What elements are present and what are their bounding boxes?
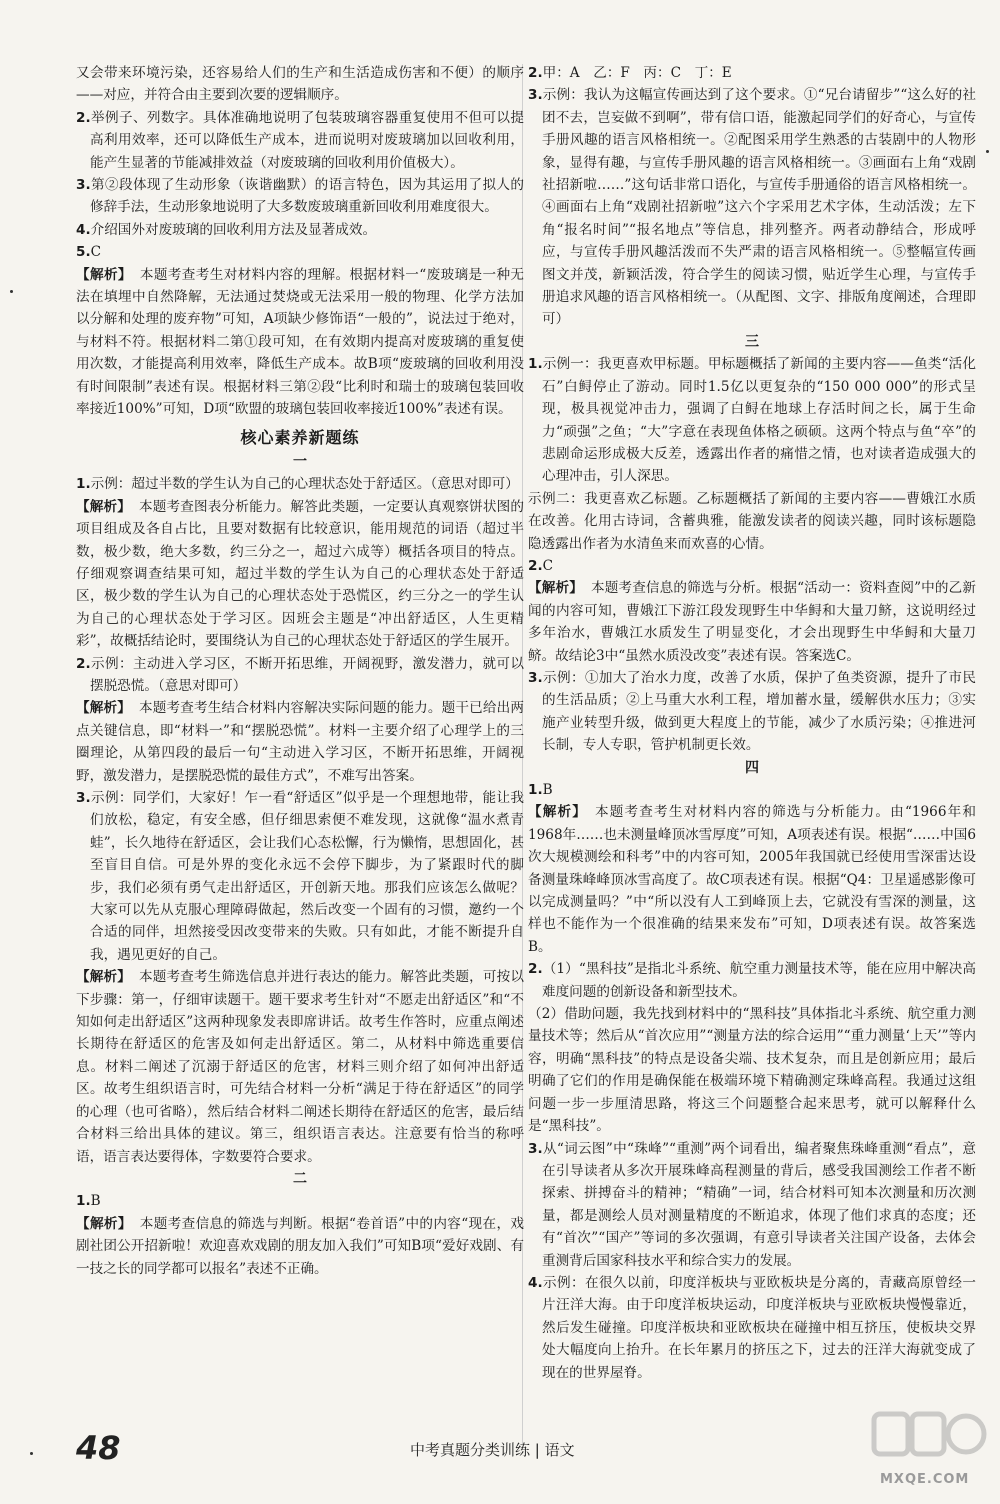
answer-item bbox=[528, 353, 976, 487]
item-number: 1. bbox=[528, 356, 543, 373]
analysis-tag: 【解析】 bbox=[76, 1215, 132, 1232]
item-number: 5. bbox=[76, 244, 91, 261]
item-number: 3. bbox=[528, 1140, 543, 1157]
analysis-paragraph bbox=[76, 496, 524, 653]
item-text: （1）“黑科技”是指北斗系统、航空重力测量技术等，能在应用中解决高难度问题的创新设备和新型技术。 bbox=[542, 961, 976, 1000]
analysis-text: 本题考查考生筛选信息并进行表达的能力。解答此类题，可按以下步骤：第一，仔细审读题干。题干要求考生针对“不愿走出舒适区”和“不知如何走出舒适区”这两种现象发表即席讲话。故考生作答时，应重点阐述长期待在舒适区的危害及如何走出舒适区。第二，从材料中筛选重要信息。材料二阐述了沉溺于舒适区的危害，材料三则介绍了如何冲出舒适区。故考生组织语言时，可先结合材料一分析“满足于待在舒适区”的同学的心理（也可省略），然后结合材料二阐述长期待在舒适区的危害，最后结合材料三给出具体的建议。第三，组织语言表达。注意要有恰当的称呼语，语言表达要得体，字数要符合要求。 bbox=[76, 969, 525, 1165]
answer-item bbox=[528, 667, 976, 757]
item-number: 2. bbox=[528, 961, 543, 978]
subsection-number: 四 bbox=[745, 759, 759, 776]
item-number: 3. bbox=[528, 669, 543, 686]
answer-item bbox=[76, 1190, 524, 1212]
item-text: 第②段体现了生动形象（诙谐幽默）的语言特色，因为其运用了拟人的修辞手法，生动形象地说明了大多数废玻璃重新回收利用难度很大。 bbox=[90, 177, 524, 216]
analysis-tag: 【解析】 bbox=[76, 498, 132, 515]
book-title: 中考真题分类训练 | 语文 bbox=[410, 1441, 575, 1459]
item-text: 示例：①加大了治水力度，改善了水质，保护了鱼类资源，提升了市民的生活品质；②上马重大水利工程，增加蓄水量，缓解供水压力；③实施产业转型升级，做到更大程度上的节能，减少了水质污染；④推进河长制，专人专职，管护机制更长效。 bbox=[542, 669, 976, 754]
analysis-tag: 【解析】 bbox=[528, 580, 583, 597]
item-text: B bbox=[542, 782, 553, 798]
item-text: 示例一：我更喜欢甲标题。甲标题概括了新闻的主要内容——鱼类“活化石”白鲟停止了游动。同时1.5亿以更复杂的“150 000 000”的形式呈现，极具视觉冲击力，强调了白鲟在地球上存活时间之长，属于生命力“顽强”之鱼；“大”字意在表现鱼体格之硕硕。这两个特点与鱼“卒”的悲剧命运形成极大反差，透露出作者的痛惜之情，也对读者造成强大的心理冲击，引人深思。 bbox=[542, 356, 976, 485]
margin-dot bbox=[10, 290, 13, 293]
text-paragraph: （2）借助问题，我先找到材料中的“黑科技”具体指北斗系统、航空重力测量技术等；然后从“首次应用”“测量方法的综合运用”“重力测量‘上天’”等内容，明确“黑科技”的特点是设备尖端、技术复杂，而且是创新应用；最后明确了它们的作用是确保能在极端环境下精确测定珠峰高程。我通过这组问题一步一步厘清思路，将这三个问题整合起来思考，就可以解释什么是“黑科技”。 bbox=[528, 1006, 976, 1135]
item-number: 3. bbox=[528, 87, 543, 104]
analysis-text: 本题考查信息的筛选与分析。根据“活动一：资料查阅”中的乙新闻的内容可知，曹娥江下游江段发现野生中华鲟和大量刀鲚，这说明经过多年治水，曹娥江水质发生了明显变化，才会出现野生中华鲟和大量刀鲚。故结论3中“虽然水质没改变”表述有误。答案选C。 bbox=[528, 580, 976, 664]
item-number: 2. bbox=[76, 109, 91, 126]
answer-item bbox=[76, 241, 524, 263]
analysis-paragraph bbox=[528, 577, 976, 667]
analysis-tag: 【解析】 bbox=[528, 804, 588, 821]
answer-item bbox=[528, 555, 976, 577]
item-text: 举例子、列数字。具体准确地说明了包装玻璃容器重复使用不但可以提高利用效率，还可以降低生产成本，进而说明对废玻璃加以回收利用，能产生显著的节能减排效益（对废玻璃的回收利用价值极大）。 bbox=[90, 109, 524, 171]
answer-item bbox=[76, 107, 524, 174]
item-number: 1. bbox=[528, 782, 543, 798]
item-number: 1. bbox=[76, 1193, 91, 1210]
item-number: 1. bbox=[76, 476, 91, 493]
analysis-paragraph bbox=[528, 801, 976, 958]
right-column bbox=[528, 62, 976, 1384]
item-number: 3. bbox=[76, 790, 91, 806]
analysis-paragraph bbox=[76, 264, 524, 421]
item-number: 2. bbox=[528, 65, 543, 81]
item-text: 从“词云图”中“珠峰”“重测”两个词看出，编者聚焦珠峰重测“看点”，意在引导读者从多次开展珠峰高程测量的背后，感受我国测绘工作者不断探索、拼搏奋斗的精神；“精确”一词，结合材料可知本次测量和历次测量，都是测绘人员对测量精度的不断追求，体现了他们求真的态度；还有“首次”“国产”等词的多次强调，有意引导读者关注国产设备，去体会重测背后国家科技水平和综合实力的发展。 bbox=[542, 1140, 976, 1269]
analysis-text: 本题考查考生结合材料内容解决实际问题的能力。题干已给出两点关键信息，即“材料一”和“摆脱恐慌”。材料一主要介绍了心理学上的三圈理论，从第四段的最后一句“主动进入学习区，不断开拓思维，开阔视野，激发潜力，是摆脱恐慌的最佳方式”，不难写出答案。 bbox=[76, 700, 525, 784]
answer-item bbox=[528, 1272, 976, 1384]
analysis-paragraph bbox=[76, 966, 524, 1168]
analysis-tag: 【解析】 bbox=[76, 969, 132, 986]
answer-item bbox=[528, 958, 976, 1003]
answer-item bbox=[76, 653, 524, 698]
item-number: 4. bbox=[528, 1274, 543, 1291]
analysis-text: 本题考查考生对材料内容的理解。根据材料一“废玻璃是一种无法在填埋中自然降解，无法通过焚烧或无法采用一般的物理、化学方法加以分解和处理的废弃物”可知，A项缺少修饰语“一般的”，说法过于绝对，与材料不符。根据材料二第①段可知，在有效期内提高对废玻璃的重复使用次数，才能提高利用效率，降低生产成本。故B项“废玻璃的回收利用没有时间限制”表述有误。根据材料三第②段“比利时和瑞士的玻璃包装回收率接近100%”可知，D项“欧盟的玻璃包装回收率接近100%”表述有误。 bbox=[76, 266, 525, 418]
item-text: 甲：A 乙：F 丙：C 丁：E bbox=[542, 65, 732, 81]
section-title: 核心素养新题练 bbox=[240, 427, 360, 447]
item-number: 2. bbox=[528, 557, 543, 574]
item-text: 示例：在很久以前，印度洋板块与亚欧板块是分离的，青藏高原曾经一片汪洋大海。由于印度洋板块运动，印度洋板块与亚欧板块慢慢靠近，然后发生碰撞。印度洋板块和亚欧板块在碰撞中相互挤压，使板块交界处大幅度向上抬升。在长年累月的挤压之下，过去的汪洋大海就变成了现在的世界屋脊。 bbox=[542, 1274, 976, 1381]
answer-item bbox=[528, 62, 976, 84]
item-number: 3. bbox=[76, 177, 91, 194]
item-text: 示例：同学们，大家好！乍一看“舒适区”似乎是一个理想地带，能让我们放松，稳定，有安全感，但仔细思索便不难发现，这就像“温水煮青蛙”，长久地待在舒适区，会让我们心态松懈，行为懒惰，思想固化，甚至盲目自信。可是外界的变化永远不会停下脚步，为了紧跟时代的脚步，我们必须有勇气走出舒适区，开创新天地。那我们应该怎么做呢？大家可以先从克服心理障碍做起，然后改变一个固有的习惯，邀约一个合适的同伴，坦然接受因改变带来的失败。只有如此，才能不断提升自我，遇见更好的自己。 bbox=[90, 790, 524, 963]
item-number: 2. bbox=[76, 655, 91, 672]
page-footer bbox=[0, 1425, 1000, 1475]
answer-item bbox=[76, 787, 524, 966]
subsection-number: 二 bbox=[293, 1170, 307, 1187]
text-paragraph: 又会带来环境污染，还容易给人们的生产和生活造成伤害和不便）的顺序——对应，并符合由主要到次要的逻辑顺序。 bbox=[76, 65, 524, 104]
text-paragraph: 示例二：我更喜欢乙标题。乙标题概括了新闻的主要内容——曹娥江水质在改善。化用古诗词，含蓄典雅，能激发读者的阅读兴趣，同时该标题隐隐透露出作者为水清鱼来而欢喜的心情。 bbox=[528, 490, 976, 552]
answer-item bbox=[76, 219, 524, 241]
analysis-paragraph bbox=[76, 1213, 524, 1280]
item-text: C bbox=[542, 557, 554, 574]
left-column bbox=[76, 62, 524, 1280]
item-number: 4. bbox=[76, 221, 91, 238]
subsection-number: 三 bbox=[745, 333, 759, 350]
analysis-paragraph bbox=[76, 697, 524, 787]
margin-dot bbox=[986, 150, 989, 153]
analysis-text: 本题考查考生对材料内容的筛选与分析能力。由“1966年和1968年……也未测量峰顶冰雪厚度”可知，A项表述有误。根据“……中国6次大规模测绘和科考”中的内容可知，2005年我国就已经使用雪深雷达设备测量珠峰峰顶冰雪高度了。故C项表述有误。根据“Q4：卫星遥感影像可以完成测量吗？”中“所以没有人工到峰顶上去，它就没有雪深的测量，这样也不能作为一个很准确的结果来发布”可知，D项表述有误。故答案选B。 bbox=[528, 804, 976, 955]
analysis-text: 本题考查图表分析能力。解答此类题，一定要认真观察饼状图的项目组成及各自占比，且要对数据有比较意识，能用规范的词语（超过半数，极少数，绝大多数，约三分之一，超过六成等）概括各项目的特点。仔细观察调查结果可知，超过半数的学生认为自己的心理状态处于舒适区，极少数的学生认为自己的心理状态处于恐慌区，约三分之一的学生认为自己的心理状态处于学习区。因班会主题是“冲出舒适区，人生更精彩”，故概括结论时，要围绕认为自己的心理状态处于舒适区的学生展开。 bbox=[76, 498, 525, 650]
item-text: C bbox=[90, 244, 102, 261]
analysis-text: 本题考查信息的筛选与判断。根据“卷首语”中的内容“现在，戏剧社团公开招新啦！欢迎喜欢戏剧的朋友加入我们”可知B项“爱好戏剧、有一技之长的同学都可以报名”表述不正确。 bbox=[76, 1215, 524, 1277]
answer-item bbox=[528, 1138, 976, 1272]
answer-item bbox=[528, 84, 976, 330]
subsection-number: 一 bbox=[293, 453, 307, 470]
item-text: 示例：主动进入学习区，不断开拓思维，开阔视野，激发潜力，就可以摆脱恐慌。（意思对即可） bbox=[90, 655, 524, 694]
item-text: 示例：我认为这幅宣传画达到了这个要求。①“兄台请留步”“这么好的社团不去，岂妄做不到啊”，带有信口语，能激起同学们的好奇心，与宣传手册风趣的语言风格相统一。②配图采用学生熟悉的古装剧中的人物形象，显得有趣，与宣传手册风趣的语言风格相统一。③画面右上角“戏剧社招新啦……”这句话非常口语化，与宣传手册通俗的语言风格相统一。④画面右上角“戏剧社招新啦”这六个字采用艺术字体，生动活泼；左下角“报名时间”“报名地点”等信息，排列整齐。两者动静结合，形成呼应，与宣传手册风趣活泼而不失严肃的语言风格相统一。⑤整幅宣传画图文并茂，新颖活泼，符合学生的阅读习惯，贴近学生心理，与宣传手册追求风趣的语言风格相统一。（从配图、文字、排版角度阐述，合理即可） bbox=[542, 87, 976, 328]
analysis-tag: 【解析】 bbox=[76, 266, 132, 283]
analysis-tag: 【解析】 bbox=[76, 700, 132, 717]
answer-item bbox=[76, 473, 524, 495]
item-text: 介绍国外对废玻璃的回收利用方法及显著成效。 bbox=[90, 221, 377, 238]
item-text: B bbox=[90, 1193, 101, 1210]
page-number: 48 bbox=[76, 1429, 121, 1467]
item-text: 示例：超过半数的学生认为自己的心理状态处于舒适区。（意思对即可） bbox=[90, 476, 519, 493]
watermark-text: MXQE.COM bbox=[880, 1472, 970, 1487]
answer-item bbox=[76, 174, 524, 219]
answer-item bbox=[528, 779, 976, 801]
